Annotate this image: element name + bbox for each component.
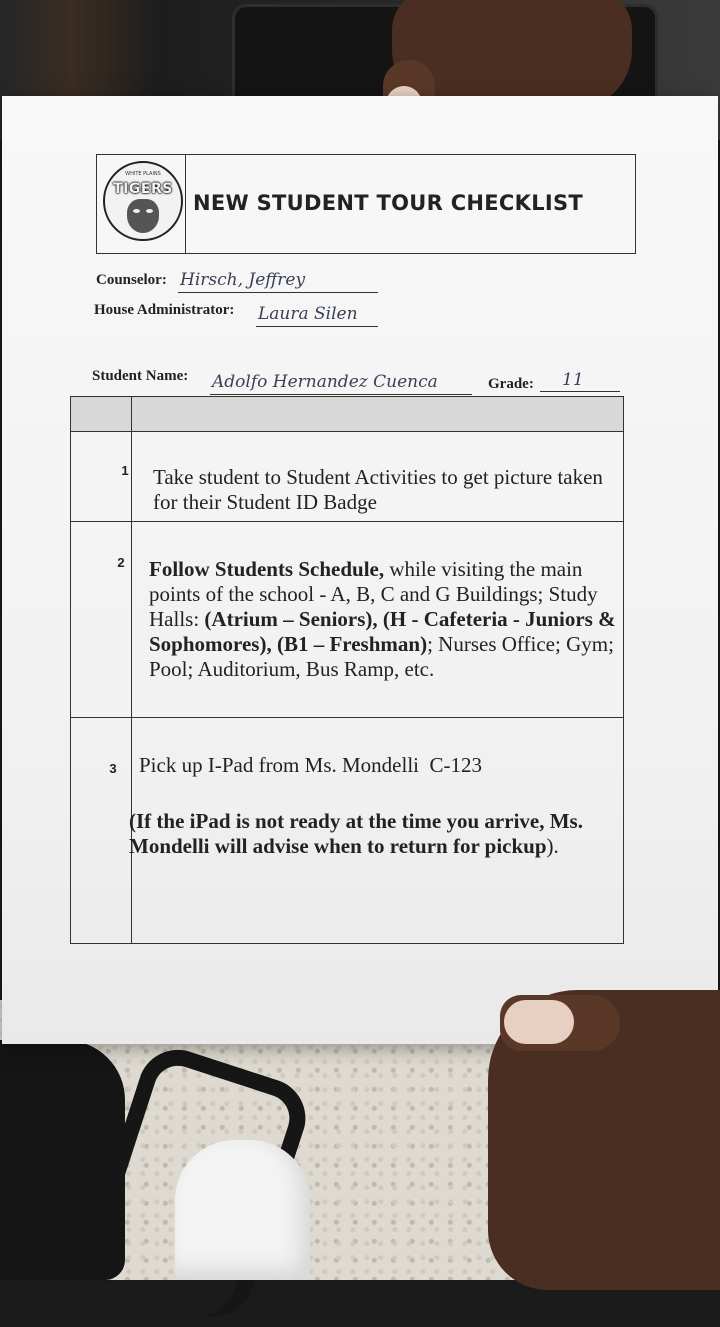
header-box [96,154,636,254]
logo-cell [97,155,186,253]
grade-line [540,391,620,392]
row-text-2 [149,557,617,682]
row-text-1: Take student to Student Activities to get picture taken for their Student ID Badge [153,465,603,514]
student-name-value: Adolfo Hernandez Cuenca [212,372,438,392]
sneaker [175,1140,310,1280]
house-admin-value: Laura Silen [258,304,358,324]
student-name-line [210,394,472,395]
grade-label: Grade: [488,376,534,392]
row-divider [71,521,623,522]
row-divider [71,717,623,718]
row-number-3: 3 [109,761,117,776]
house-admin-line [256,326,378,327]
tigers-logo [103,161,183,241]
tiger-face-icon [127,199,159,233]
row-3-note [129,809,617,859]
logo-subtext: WHITE PLAINS [125,171,161,177]
house-admin-label: House Administrator: [94,302,235,318]
row-number-2: 2 [117,555,125,570]
row-3-bold-note: (If the iPad is not ready at the time you arrive, Ms. Mondelli will advise when to return for pickup [129,809,583,858]
student-name-label: Student Name: [92,368,189,384]
row-2-bold-intro: Follow Students Schedule, [149,557,385,581]
logo-text: TIGERS [113,181,173,197]
row-text-3: Pick up I-Pad from Ms. Mondelli C-123 [139,753,482,777]
grade-value: 11 [562,370,584,390]
row-2-text-b: ; Nurses Office; Gym; Pool; Auditorium, Bus Ramp, etc. [149,632,614,681]
row-number-1: 1 [121,463,129,478]
row-2-text-a: while visiting the main points of the school - A, B, C and G Buildings; Study Halls: [149,557,598,631]
counselor-line [178,292,378,293]
row-2-bold-study-halls: (Atrium – Seniors), (H - Cafeteria - Juniors & Sophomores), (B1 – Freshman) [149,607,616,656]
counselor-value: Hirsch, Jeffrey [180,270,306,290]
column-divider [131,397,132,943]
checklist-table [70,396,624,944]
table-header-row [71,397,623,432]
thumbnail-bottom [504,1000,574,1044]
row-3-note-end: ). [546,834,559,858]
page-title: NEW STUDENT TOUR CHECKLIST [193,191,584,215]
counselor-label: Counselor: [96,272,167,288]
